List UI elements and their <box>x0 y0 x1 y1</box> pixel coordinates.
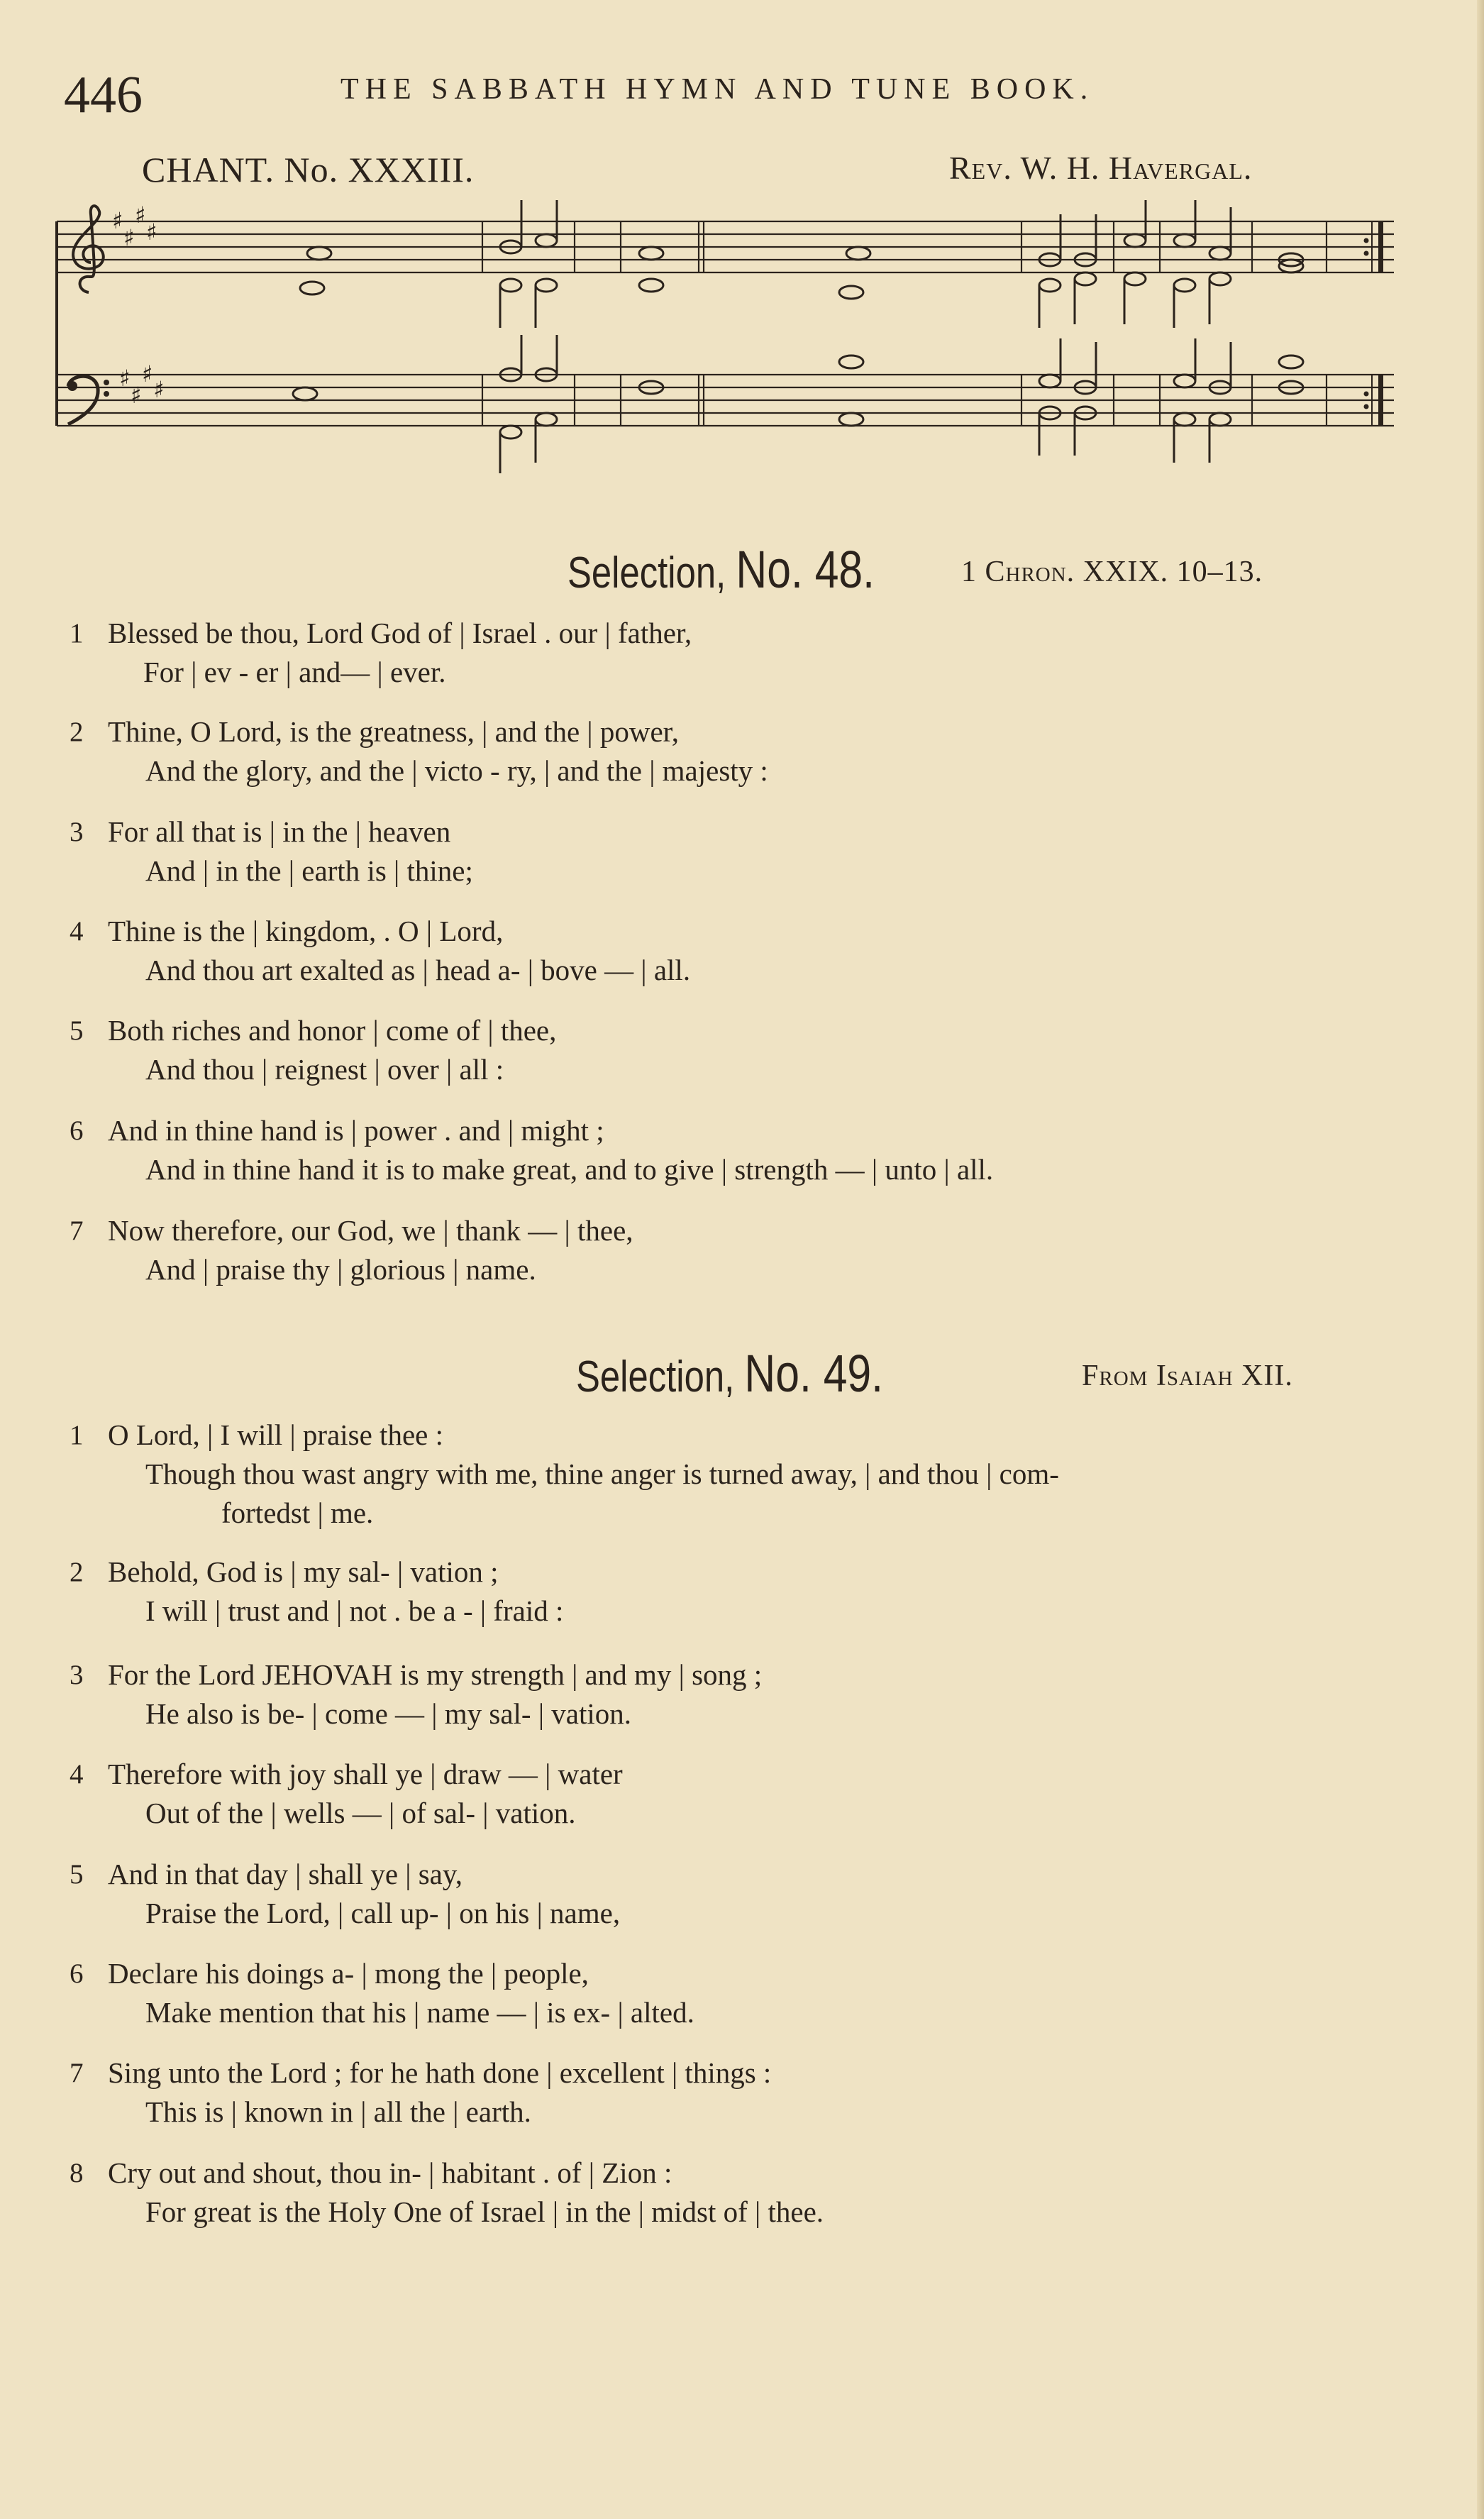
verse-line: For great is the Holy One of Israel | in the | midst of | thee. <box>145 2195 824 2228</box>
verse-line: Now therefore, our God, we | thank — | thee, <box>108 1214 633 1247</box>
verse-line: Blessed be thou, Lord God of | Israel . our | father, <box>108 617 692 649</box>
treble-clef-icon <box>73 206 104 292</box>
verse-line: fortedst | me. <box>221 1496 374 1529</box>
verse-line: This is | known in | all the | earth. <box>145 2095 531 2128</box>
svg-text:♯: ♯ <box>146 219 157 246</box>
verse-line: And the glory, and the | victo - ry, | and the | majesty : <box>145 754 768 787</box>
verse-line: And | in the | earth is | thine; <box>145 854 473 887</box>
selection-48-reference: 1 Chron. XXIX. 10–13. <box>961 556 1263 588</box>
final-double-bar <box>1364 221 1384 426</box>
verse-number: 7 <box>70 2058 84 2088</box>
verse-number: 4 <box>70 1759 84 1790</box>
verse-line: For the Lord JEHOVAH is my strength | and my | song ; <box>108 1658 763 1691</box>
verse-number: 5 <box>70 1015 84 1046</box>
page-header <box>64 65 1419 122</box>
verse-number: 6 <box>70 1958 84 1989</box>
chant-title: CHANT. No. XXXIII. <box>142 150 475 189</box>
verse-line: And thou art exalted as | head a- | bove — | all. <box>145 954 691 986</box>
svg-text:♯: ♯ <box>119 365 131 392</box>
svg-text:♯: ♯ <box>142 360 153 387</box>
verse-line: And | praise thy | glorious | name. <box>145 1253 536 1286</box>
verse-line: And in thine hand it is to make great, and to give | strength — | unto | all. <box>145 1153 994 1186</box>
verse-line: And thou | reignest | over | all : <box>145 1053 504 1086</box>
verse-line: Behold, God is | my sal- | vation ; <box>108 1555 499 1588</box>
verse-number: 8 <box>70 2158 84 2188</box>
verse-line: Praise the Lord, | call up- | on his | name, <box>145 1897 621 1929</box>
verse-line: Make mention that his | name — | is ex- | alted. <box>145 1996 694 2029</box>
verse-line: For | ev - er | and— | ever. <box>143 656 446 688</box>
selection-48-title <box>567 539 875 600</box>
verse-number: 3 <box>70 1660 84 1690</box>
selection-48-title-word: Selection, <box>567 549 726 597</box>
page-number: 446 <box>64 66 143 124</box>
notes <box>293 200 1303 473</box>
running-title: THE SABBATH HYMN AND TUNE BOOK. <box>340 73 1095 106</box>
selection-49-heading <box>0 1343 1405 1403</box>
verse-line: Declare his doings a- | mong the | people, <box>108 1957 589 1990</box>
verse-number: 4 <box>70 916 84 947</box>
verse-number: 1 <box>70 1420 84 1450</box>
selection-49-number: No. 49. <box>744 1344 884 1403</box>
verse-line: O Lord, | I will | praise thee : <box>108 1418 443 1451</box>
verse-number: 3 <box>70 817 84 847</box>
verse-line: Thine is the | kingdom, . O | Lord, <box>108 915 504 947</box>
chant-author: Rev. W. H. Havergal. <box>949 150 1253 186</box>
bar-lines <box>482 221 1327 426</box>
verse-line: Both riches and honor | come of | thee, <box>108 1014 557 1047</box>
verse-line: Thine, O Lord, is the greatness, | and the | power, <box>108 715 679 748</box>
svg-text:♯: ♯ <box>112 207 123 234</box>
verse-line: Sing unto the Lord ; for he hath done | excellent | things : <box>108 2056 772 2089</box>
verse-number: 7 <box>70 1216 84 1246</box>
verse-line: And in that day | shall ye | say, <box>108 1858 463 1890</box>
svg-text:♯: ♯ <box>131 382 142 409</box>
verse-number: 2 <box>70 1557 84 1587</box>
verse-line: And in thine hand is | power . and | might ; <box>108 1114 604 1147</box>
verse-number: 1 <box>70 618 84 649</box>
key-signature-sharps <box>112 202 164 409</box>
verse-line: Therefore with joy shall ye | draw — | water <box>108 1758 623 1790</box>
page-edge-shadow <box>1477 0 1484 2519</box>
selection-48-heading <box>0 539 1405 599</box>
selection-49-title-word: Selection, <box>576 1352 735 1401</box>
selection-49-title <box>576 1343 883 1404</box>
selection-48-number: No. 48. <box>736 540 875 599</box>
verse-line: I will | trust and | not . be a - | fraid : <box>145 1594 564 1627</box>
svg-text:♯: ♯ <box>135 202 146 228</box>
verse-line: For all that is | in the | heaven <box>108 815 451 848</box>
verse-line: Out of the | wells — | of sal- | vation. <box>145 1797 576 1829</box>
svg-text:♯: ♯ <box>153 376 165 403</box>
chant-music-score <box>50 200 1397 484</box>
verse-number: 6 <box>70 1115 84 1146</box>
treble-staff <box>57 221 1394 272</box>
svg-text:♯: ♯ <box>123 224 135 251</box>
selection-49-reference: From Isaiah XII. <box>1082 1360 1293 1392</box>
verse-line: Though thou wast angry with me, thine anger is turned away, | and thou | com- <box>145 1457 1059 1490</box>
verse-number: 5 <box>70 1859 84 1890</box>
verse-line: Cry out and shout, thou in- | habitant . of | Zion : <box>108 2156 672 2189</box>
verse-line: He also is be- | come — | my sal- | vation. <box>145 1697 632 1730</box>
bass-staff <box>57 375 1394 426</box>
verse-number: 2 <box>70 717 84 747</box>
